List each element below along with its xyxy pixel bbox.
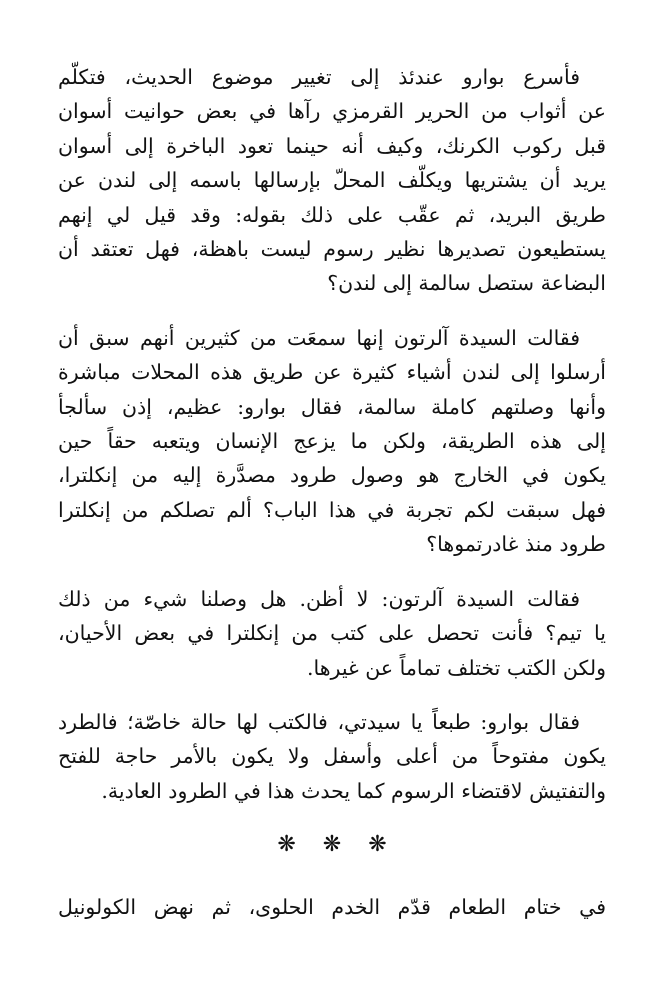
text-line: إلى هذه الطريقة، ولكن ما يزعج الإنسان ويتعبه حقاً حين	[58, 429, 606, 454]
text-line: عن أثواب من الحرير القرمزي رآها في بعض حوانيت أسوان	[58, 99, 606, 124]
text-line: ولكن الكتب تختلف تماماً عن غيرها.	[306, 655, 606, 680]
text-line: فهل سبقت لكم تجربة في هذا الباب؟ ألم تصلكم من إنكلترا	[58, 497, 606, 522]
paragraph-4	[58, 705, 606, 808]
asterism-icon: ❋	[368, 832, 387, 858]
text-line: فقالت السيدة آلرتون: لا أظن. هل وصلنا شيء من ذلك	[58, 586, 580, 611]
paragraph-1	[58, 60, 606, 301]
text-line: وأنها وصلتهم كاملة سالمة، فقال بوارو: عظيم، إذن سألجأ	[58, 394, 606, 419]
document-page	[58, 60, 606, 945]
asterism-icon: ❋	[322, 832, 342, 858]
text-line: يا تيم؟ فأنت تحصل على كتب من إنكلترا في بعض الأحيان،	[58, 621, 606, 646]
paragraph-2	[58, 321, 606, 562]
text-line: يريد أن يشتريها ويكلّف المحلّ بإرسالها باسمه إلى لندن عن	[58, 168, 606, 193]
text-line: يكون مفتوحاً من أعلى وأسفل ولا يكون بالأمر حاجة للفتح	[58, 744, 606, 769]
text-line: البضاعة ستصل سالمة إلى لندن؟	[327, 271, 606, 296]
section-separator	[58, 828, 606, 862]
asterism-icon: ❋	[277, 832, 296, 858]
text-line: فقال بوارو: طبعاً يا سيدتي، فالكتب لها حالة خاصّة؛ فالطرد	[58, 709, 580, 734]
paragraph-3	[58, 582, 606, 685]
text-line: قبل ركوب الكرنك، وكيف أنه حينما تعود الباخرة إلى أسوان	[58, 133, 606, 158]
text-line: طريق البريد، ثم عقّب على ذلك بقوله: وقد قيل لي إنهم	[58, 202, 606, 227]
text-line: فأسرع بوارو عندئذ إلى تغيير موضوع الحديث، فتكلّم	[58, 65, 580, 89]
text-line: أرسلوا إلى لندن أشياء كثيرة عن طريق هذه المحلات مباشرة	[58, 360, 606, 385]
closing-paragraph	[58, 890, 606, 924]
text-line: يكون في الخارج هو وصول طرود مصدَّرة إليه من إنكلترا،	[58, 463, 606, 488]
text-line: في ختام الطعام قدّم الخدم الحلوى، ثم نهض الكولونيل	[58, 895, 606, 920]
text-line: والتفتيش لاقتضاء الرسوم كما يحدث هذا في الطرود العادية.	[101, 778, 606, 803]
text-line: يستطيعون تصديرها نظير رسوم ليست باهظة، فهل تعتقد أن	[58, 237, 606, 262]
text-line: فقالت السيدة آلرتون إنها سمعَت من كثيرين أنهم سبق أن	[58, 325, 580, 350]
text-line: طرود منذ غادرتموها؟	[426, 532, 606, 557]
